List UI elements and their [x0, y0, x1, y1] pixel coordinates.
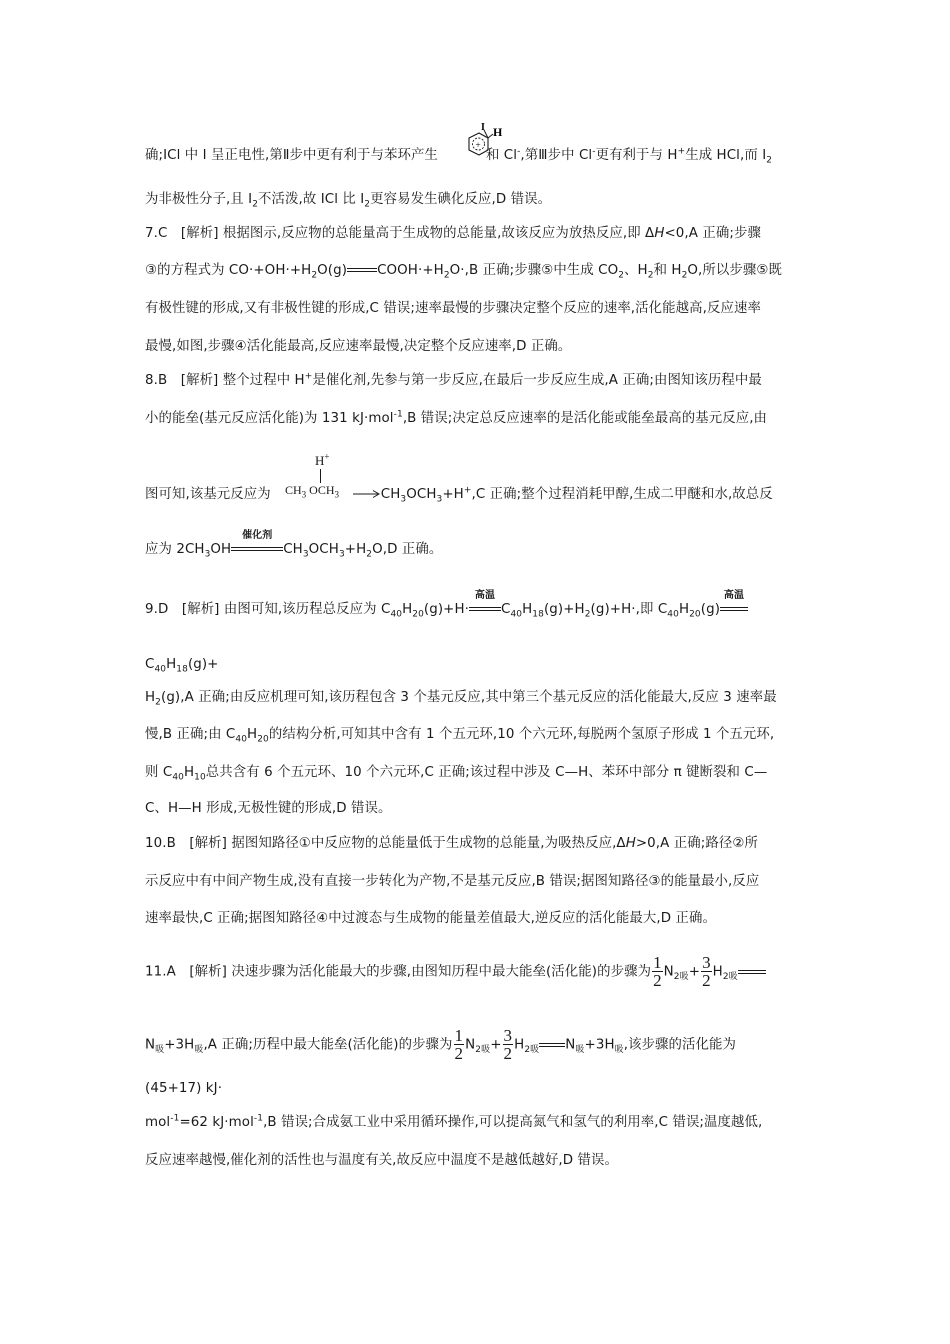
- text-segment: +: [490, 1037, 502, 1053]
- text-segment: 图可知,该基元反应为: [145, 487, 271, 502]
- q10-line-3: [145, 909, 716, 929]
- text-segment: +3H: [584, 1037, 615, 1053]
- subscript: 3: [400, 494, 407, 505]
- text-segment: 为非极性分子,且 I: [145, 192, 253, 207]
- q9-line-1: [145, 590, 748, 620]
- subscript: 吸: [614, 1045, 624, 1056]
- subscript: 18: [532, 609, 544, 620]
- subscript: 吸: [194, 1045, 204, 1056]
- superscript: +: [463, 485, 472, 496]
- text-segment: 应为 2CH: [145, 542, 205, 557]
- high-temp-label: 高温: [723, 590, 745, 601]
- superscript: +: [304, 371, 313, 382]
- text-segment: N: [663, 964, 674, 980]
- oxonium-h-label: [315, 453, 329, 469]
- text-segment: (45+17) kJ·: [145, 1081, 223, 1096]
- subscript: 3: [334, 489, 340, 500]
- text-segment: (g)+H·: [423, 602, 470, 617]
- text-segment: ,该步骤的活化能为: [623, 1037, 736, 1053]
- text-segment: mol: [145, 1115, 171, 1130]
- fraction-three-halves: [701, 954, 712, 989]
- subscript: 40: [390, 609, 403, 620]
- text-segment: N: [465, 1037, 476, 1053]
- q9-line-4: [145, 725, 774, 745]
- text-segment: 反应速率越慢,催化剂的活性也与温度有关,故反应中温度不是越低越好,D 错误。: [145, 1153, 619, 1168]
- text-segment: ,第Ⅲ步中 Cl: [520, 148, 593, 163]
- superscript: -1: [253, 1113, 264, 1124]
- subscript: 2: [618, 270, 625, 281]
- text-segment: 9.D [解析] 由图可知,该历程总反应为 C: [145, 602, 391, 617]
- text-segment: (g)+: [187, 657, 219, 672]
- superscript: -1: [393, 409, 403, 420]
- text-segment: ,C 正确;整个过程消耗甲醇,生成二甲醚和水,故总反: [471, 487, 773, 502]
- high-temp-label: 高温: [474, 590, 496, 601]
- subscript: 2吸: [524, 1045, 540, 1056]
- text-segment: 小的能垒(基元反应活化能)为 131 kJ·mol: [145, 411, 394, 426]
- text-segment: 的结构分析,可知其中含有 1 个五元环,10 个六元环,每脱两个氢原子形成 1 个五元环,: [268, 727, 775, 742]
- ring-hydrogen: H: [493, 125, 503, 139]
- text-segment: CH: [283, 542, 303, 557]
- text-segment: H: [522, 602, 533, 617]
- text-segment: H: [712, 964, 723, 980]
- superscript: -: [517, 146, 521, 157]
- text-segment: 最慢,如图,步骤④活化能最高,反应速率最慢,决定整个反应速率,D 正确。: [145, 339, 572, 354]
- subscript: 3: [302, 549, 309, 560]
- q10-line-2: [145, 872, 759, 892]
- text-segment: 则 C: [145, 765, 173, 780]
- text-segment: H: [402, 602, 413, 617]
- subscript: 20: [257, 734, 269, 745]
- text-segment: 10.B [解析] 据图知路径①中反应物的总能量低于生成物的总能量,为吸热反应,Δ: [145, 836, 626, 851]
- equals-sign: [539, 1038, 565, 1052]
- subscript: 3: [436, 494, 443, 505]
- italic-symbol: H: [625, 836, 636, 851]
- denominator: 2: [503, 1044, 513, 1063]
- text-segment: 确;ICl 中 I 呈正电性,第Ⅱ步中更有利于与苯环产生: [145, 148, 438, 163]
- q7-line-2: [145, 261, 782, 281]
- text-segment: ,B 错误;决定总反应速率的是活化能或能垒最高的基元反应,由: [402, 411, 768, 426]
- text-segment: OCH: [406, 487, 437, 502]
- text-segment: +3H: [164, 1037, 195, 1053]
- text-segment: COOH·+H: [377, 263, 444, 278]
- text-segment: 总共含有 6 个五元环、10 个六元环,C 正确;该过程中涉及 C—H、苯环中部分 π 键断裂和 C—: [205, 765, 768, 780]
- text-segment: OCH: [308, 542, 339, 557]
- superscript: -: [592, 146, 596, 157]
- text-segment: 和 Cl: [485, 148, 518, 163]
- subscript: 2: [155, 697, 161, 708]
- superscript: +: [677, 146, 686, 157]
- subscript: 2: [766, 155, 773, 166]
- denominator: 2: [702, 971, 711, 990]
- text-segment: C: [145, 657, 155, 672]
- subscript: 2: [366, 549, 373, 560]
- subscript: 2吸: [722, 972, 738, 983]
- subscript: 2: [647, 270, 654, 281]
- text-segment: +: [688, 964, 701, 980]
- text-segment: +H: [344, 542, 367, 557]
- subscript: 2: [443, 270, 450, 281]
- subscript: 3: [204, 549, 211, 560]
- numerator: 3: [503, 1026, 513, 1045]
- text-segment: H: [247, 727, 258, 742]
- text-segment: O(g): [317, 263, 348, 278]
- text-segment: H: [315, 453, 325, 468]
- numerator: 1: [454, 1026, 464, 1045]
- ring-plus: +: [475, 140, 481, 150]
- catalyst-equals-sign: [231, 530, 283, 556]
- subscript: 20: [689, 609, 701, 620]
- text-segment: C: [501, 602, 511, 617]
- subscript: 40: [172, 772, 184, 783]
- text-segment: H: [514, 1037, 525, 1053]
- subscript: 2: [364, 199, 371, 210]
- text-segment: H: [166, 657, 177, 672]
- subscript: 吸: [155, 1045, 165, 1056]
- text-segment: =62 kJ·mol: [179, 1115, 254, 1130]
- numerator: 1: [653, 953, 662, 972]
- subscript: 吸: [575, 1045, 585, 1056]
- text-segment: >0,A 正确;路径②所: [635, 836, 758, 851]
- q11-line-2: [145, 1027, 736, 1062]
- text-segment: +H: [442, 487, 464, 502]
- text-segment: (g)+H·,即 C: [590, 602, 668, 617]
- text-segment: 更有利于与 H: [595, 148, 678, 163]
- equals-sign: [738, 965, 766, 979]
- subscript: 40: [154, 664, 167, 675]
- q9-line-6: [145, 799, 392, 819]
- text-segment: H: [183, 765, 195, 780]
- catalyst-label: 催化剂: [242, 530, 273, 541]
- text-segment: N: [145, 1037, 156, 1053]
- denominator: 2: [454, 1044, 464, 1063]
- subscript: 3: [338, 549, 345, 560]
- q7-line-4: [145, 337, 571, 357]
- superscript: +: [324, 451, 330, 462]
- text-segment: (g): [700, 602, 721, 617]
- equals-sign: [347, 263, 377, 277]
- subscript: 40: [667, 609, 679, 620]
- benzene-sigma-complex-structure: [455, 122, 503, 168]
- text-segment: C、H—H 形成,无极性键的形成,D 错误。: [145, 801, 392, 816]
- subscript: 10: [194, 772, 206, 783]
- superscript: -1: [170, 1113, 180, 1124]
- high-temp-equals-sign: [720, 590, 748, 616]
- text-segment: CH: [285, 483, 302, 497]
- subscript: 40: [235, 734, 248, 745]
- text-segment: 7.C [解析] 根据图示,反应物的总能量高于生成物的总能量,故该反应为放热反应,即 Δ: [145, 226, 655, 241]
- subscript: 18: [176, 664, 188, 675]
- text-segment: 不活泼,故 ICl 比 I: [258, 192, 365, 207]
- text-segment: H: [145, 690, 156, 705]
- text-segment: 8.B [解析] 整个过程中 H: [145, 373, 305, 388]
- q8-line-3: [145, 485, 773, 505]
- text-segment: ③的方程式为 CO·+OH·+H: [145, 263, 312, 278]
- italic-symbol: H: [654, 226, 665, 241]
- subscript: 2: [681, 270, 688, 281]
- subscript: 3: [301, 489, 307, 500]
- right-arrow-icon: [353, 489, 381, 499]
- high-temp-equals-sign: [469, 590, 501, 616]
- text-segment: <0,A 正确;步骤: [664, 226, 761, 241]
- text-segment: 、H: [624, 263, 648, 278]
- subscript: 40: [510, 609, 523, 620]
- q8-line-1: [145, 371, 762, 391]
- numerator: 3: [702, 953, 711, 972]
- denominator: 2: [653, 971, 662, 990]
- text-segment: 示反应中有中间产物生成,没有直接一步转化为产物,不是基元反应,B 错误;据图知路径③的能量最小,反应: [145, 874, 760, 889]
- text-segment: 更容易发生碘化反应,D 错误。: [370, 192, 552, 207]
- q6-line-2: [145, 190, 551, 210]
- text-segment: N: [565, 1037, 576, 1053]
- subscript: 2吸: [475, 1045, 491, 1056]
- text-segment: 速率最快,C 正确;据图知路径④中过渡态与生成物的能量差值最大,逆反应的活化能最大,D 正确。: [145, 911, 716, 926]
- text-segment: CH: [380, 487, 401, 502]
- q11-line-1: [145, 954, 766, 989]
- text-segment: O,所以步骤⑤既: [687, 263, 782, 278]
- text-segment: ,B 错误;合成氨工业中采用循环操作,可以提高氮气和氢气的利用率,C 错误;温度越低,: [263, 1115, 763, 1130]
- fraction-one-half: [652, 954, 663, 989]
- text-segment: 慢,B 正确;由 C: [145, 727, 236, 742]
- text-segment: (g),A 正确;由反应机理可知,该历程包含 3 个基元反应,其中第三个基元反应的活化能最大,反应 3 速率最: [161, 690, 777, 705]
- fraction-one-half: [454, 1027, 465, 1062]
- oxonium-bond: [320, 469, 321, 483]
- q9-line-5: [145, 763, 767, 783]
- subscript: 20: [412, 609, 424, 620]
- subscript: 2: [584, 609, 591, 620]
- q8-line-4: [145, 530, 443, 560]
- text-segment: O·,B 正确;步骤⑤中生成 CO: [449, 263, 619, 278]
- q11-line-5: [145, 1151, 618, 1171]
- text-segment: 是催化剂,先参与第一步反应,在最后一步反应生成,A 正确;由图知该历程中最: [312, 373, 762, 388]
- q10-line-1: [145, 834, 758, 854]
- q9-line-3: [145, 688, 777, 708]
- q7-line-1: [145, 224, 761, 244]
- subscript: 2: [252, 199, 259, 210]
- text-segment: O,D 正确。: [372, 542, 443, 557]
- q9-line-2: [145, 655, 219, 675]
- text-segment: OCH: [309, 483, 335, 497]
- fraction-three-halves: [503, 1027, 514, 1062]
- text-segment: ,A 正确;历程中最大能垒(活化能)的步骤为: [203, 1037, 453, 1053]
- text-segment: H: [678, 602, 690, 617]
- ring-iodine: I: [481, 122, 485, 133]
- subscript: 2吸: [673, 972, 689, 983]
- text-segment: 有极性键的形成,又有非极性键的形成,C 错误;速率最慢的步骤决定整个反应的速率,活化能越高,反应速率: [145, 301, 761, 316]
- text-segment: 和 H: [653, 263, 682, 278]
- q11-line-4: [145, 1113, 762, 1133]
- q11-line-3: [145, 1079, 222, 1099]
- text-segment: (g)+H: [543, 602, 585, 617]
- text-segment: 生成 HCl,而 I: [685, 148, 767, 163]
- q7-line-3: [145, 299, 761, 319]
- q8-line-2: [145, 409, 767, 429]
- text-segment: 11.A [解析] 决速步骤为活化能最大的步骤,由图知历程中最大能垒(活化能)的步骤为: [145, 964, 652, 980]
- subscript: 2: [311, 270, 318, 281]
- text-segment: OH: [210, 542, 232, 557]
